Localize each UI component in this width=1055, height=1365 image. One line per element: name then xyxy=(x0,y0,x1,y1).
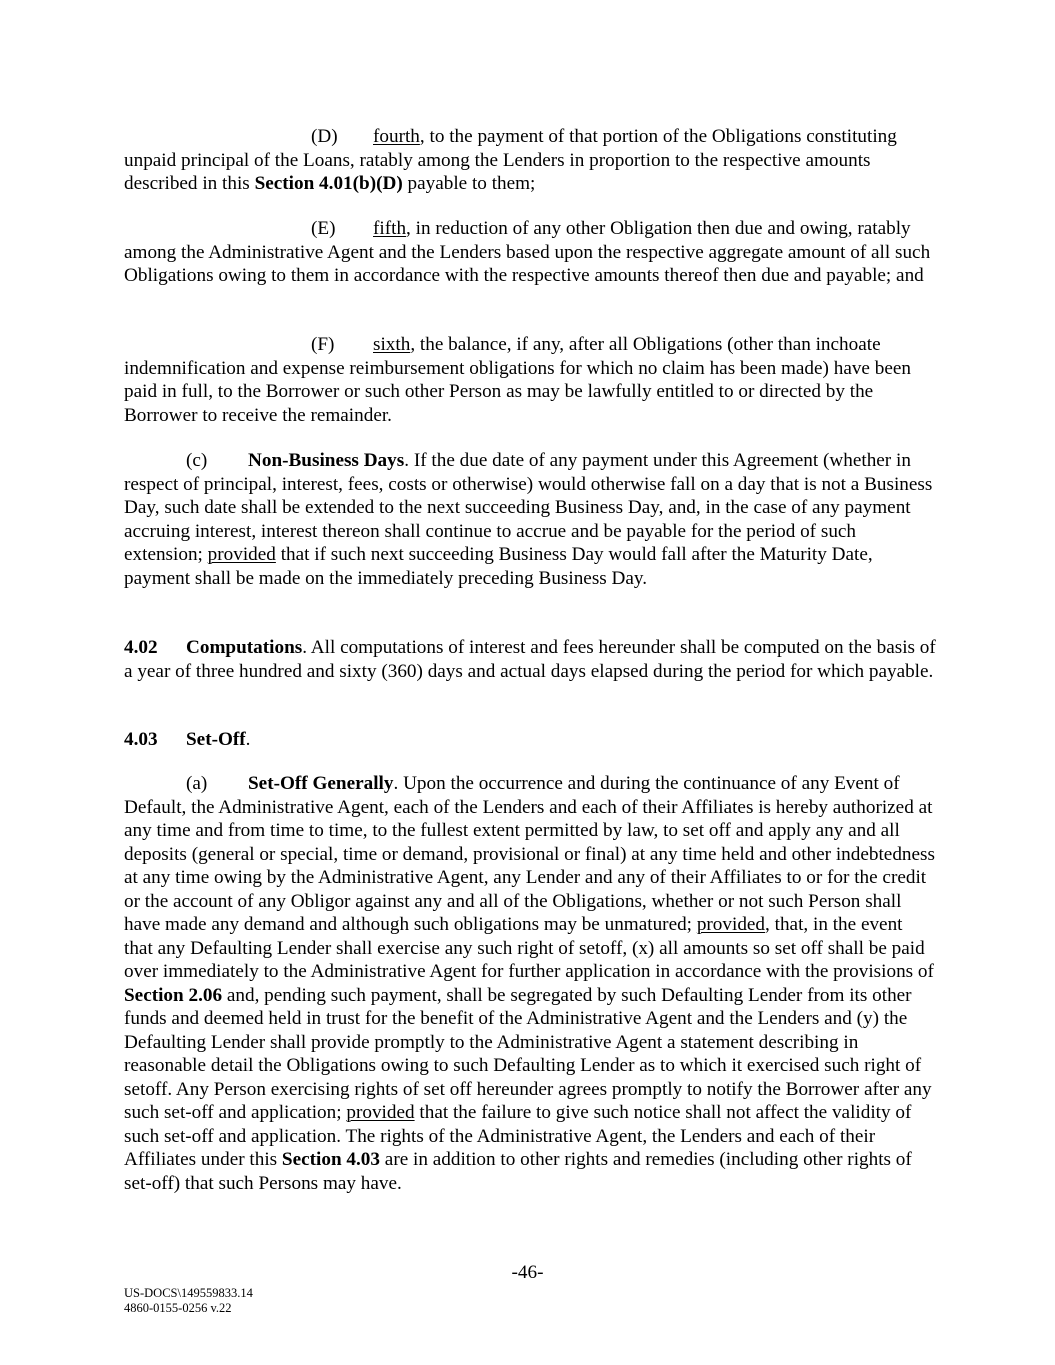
section-4-03 xyxy=(124,728,936,752)
subsection-text: . Upon the occurrence and during the continuance of any Event of Default, the Administrative Agent, each of the Lenders and each of their Affiliates is hereby authorized at any time and from time to time, to the fullest extent permitted by law, to set off and apply any and all deposits (general or special, time or demand, provisional or final) at any time held and other indebtedness at any time owing by the Administrative Agent, any Lender and any of their Affiliates to or for the credit or the account of any Obligor against any and all of the Obligations, whether or not such Person shall have made any demand and although such obligations may be unmatured; xyxy=(124,773,935,935)
subsection-marker: (a) xyxy=(186,773,208,794)
clause-marker: (D) xyxy=(311,126,338,147)
section-text: . xyxy=(245,729,251,750)
section-number: 4.03 xyxy=(124,729,158,750)
section-text: . All computations of interest and fees hereunder shall be computed on the basis of a year of three hundred and sixty (360) days and actual days elapsed during the period for which payable. xyxy=(124,637,936,682)
clause-text: , to the payment of that portion of the Obligations constituting unpaid principal of the Loans, ratably among the Lenders in proportion to the respective amounts described in this xyxy=(124,126,897,194)
section-number: 4.02 xyxy=(124,637,158,658)
provided-term: provided xyxy=(207,544,276,565)
document-id: US-DOCS\149559833.14 xyxy=(124,1286,253,1300)
clause-keyword: fifth xyxy=(373,218,407,239)
subsection-c xyxy=(124,449,936,590)
clause-f xyxy=(124,333,936,427)
subsection-text: are in addition to other rights and remedies (including other rights of set-off) that such Persons may have. xyxy=(124,1149,912,1194)
clause-text: , in reduction of any other Obligation then due and owing, ratably among the Administrative Agent and the Lenders based upon the respective aggregate amount of all such Obligations owing to them in accordance with the respective amounts thereof then due and payable; and xyxy=(124,218,931,286)
section-heading: Computations xyxy=(186,637,303,658)
subsection-heading: Non-Business Days xyxy=(248,450,405,471)
subsection-text: , that, in the event that any Defaulting Lender shall exercise any such right of setoff, (x) all amounts so set off shall be paid over immediately to the Administrative Agent for further application in accordance with the provisions of xyxy=(124,914,934,982)
clause-d xyxy=(124,125,936,196)
subsection-heading: Set-Off Generally xyxy=(248,773,394,794)
section-reference: Section 4.03 xyxy=(281,1149,380,1170)
clause-marker: (F) xyxy=(311,334,335,355)
subsection-text: and, pending such payment, shall be segregated by such Defaulting Lender from its other funds and deemed held in trust for the benefit of the Administrative Agent and the Lenders and (y) the Defaulting Lender shall provide promptly to the Administrative Agent a statement describing in reasonable detail the Obligations owing to such Defaulting Lender as to which it exercised such right of setoff. Any Person exercising rights of set off hereunder agrees promptly to notify the Borrower after any such set-off and application; xyxy=(124,984,932,1123)
subsection-text: that the failure to give such notice shall not affect the validity of such set-off and application. The rights of the Administrative Agent, the Lenders and each of their Affiliates under this xyxy=(124,1102,912,1170)
clause-keyword: fourth xyxy=(373,126,420,147)
clause-marker: (E) xyxy=(311,218,336,239)
clause-text: payable to them; xyxy=(402,173,536,194)
provided-term: provided xyxy=(346,1102,415,1123)
section-reference: Section 4.01(b)(D) xyxy=(254,173,403,194)
subsection-text: . If the due date of any payment under this Agreement (whether in respect of principal, interest, fees, costs or otherwise) would otherwise fall on a day that is not a Business Day, such date shall be extended to the next succeeding Business Day, and, in the case of any payment accruing interest, interest thereon shall continue to accrue and be payable for the period of such extension; xyxy=(124,450,933,565)
section-4-02 xyxy=(124,636,936,683)
clause-keyword: sixth xyxy=(373,334,411,355)
page-number: -46- xyxy=(511,1262,544,1283)
section-reference: Section 2.06 xyxy=(124,984,223,1006)
clause-text: , the balance, if any, after all Obligations (other than inchoate indemnification and expense reimbursement obligations for which no claim has been made) have been paid in full, to the Borrower or such other Person as may be lawfully entitled to or directed by the Borrower to receive the remainder. xyxy=(124,334,911,426)
subsection-a xyxy=(124,772,936,1195)
subsection-text: that if such next succeeding Business Day would fall after the Maturity Date, payment shall be made on the immediately preceding Business Day. xyxy=(124,544,873,589)
provided-term: provided xyxy=(696,914,766,935)
section-heading: Set-Off xyxy=(186,729,246,750)
document-version: 4860-0155-0256 v.22 xyxy=(124,1301,232,1315)
clause-e xyxy=(124,217,936,288)
subsection-marker: (c) xyxy=(186,450,208,471)
